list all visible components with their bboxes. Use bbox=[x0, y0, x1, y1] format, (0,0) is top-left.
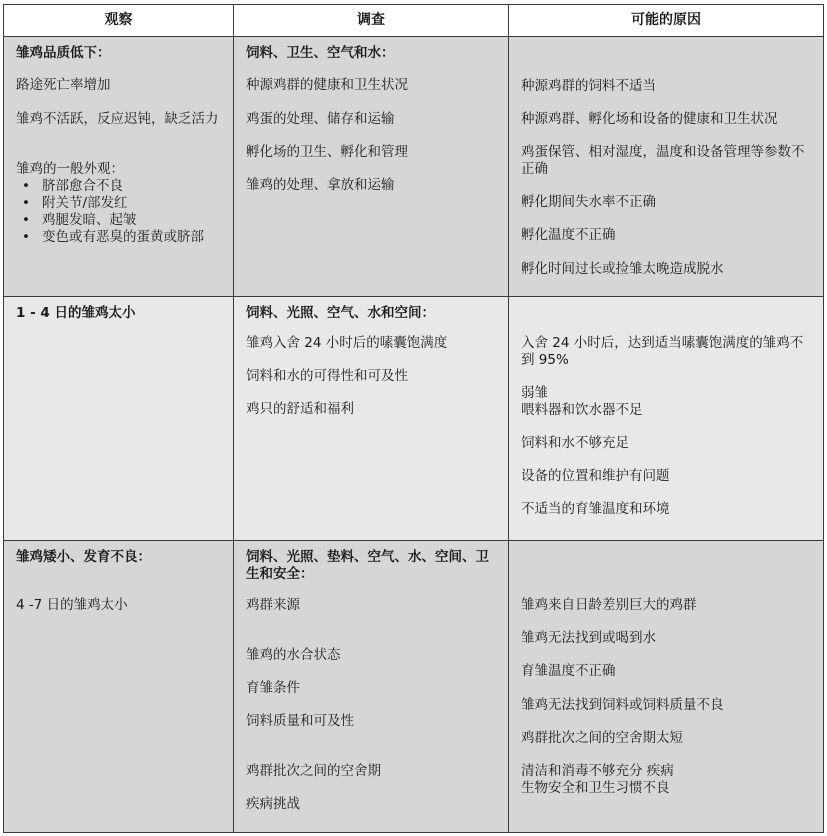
investigation-line: 鸡群来源 bbox=[246, 597, 300, 613]
cause-cell bbox=[509, 37, 824, 297]
observation-title: 雏鸡品质低下： bbox=[16, 45, 111, 61]
observation-cell bbox=[4, 37, 234, 297]
investigation-line: 疾病挑战 bbox=[246, 796, 300, 812]
cause-line: 孵化期间失水率不正确 bbox=[521, 194, 656, 210]
investigation-line: 孵化场的卫生、孵化和管理 bbox=[246, 144, 408, 160]
investigation-cell bbox=[234, 541, 509, 833]
cause-cell bbox=[509, 297, 824, 541]
list-item: • 附关节/部发红 bbox=[42, 195, 221, 212]
investigation-line: 雏鸡的处理、拿放和运输 bbox=[246, 177, 395, 193]
observation-bullets bbox=[16, 178, 221, 246]
observation-cell bbox=[4, 541, 234, 833]
cause-line: 弱雏 bbox=[521, 385, 548, 401]
investigation-line: 雏鸡的水合状态 bbox=[246, 647, 341, 663]
investigation-line: 种源鸡群的健康和卫生状况 bbox=[246, 77, 408, 93]
table-row bbox=[4, 541, 824, 833]
cause-line: 生物安全和卫生习惯不良 bbox=[521, 780, 670, 796]
observation-title: 雏鸡矮小、发育不良： bbox=[16, 549, 151, 565]
observation-line: 雏鸡不活跃，反应迟钝，缺乏活力 bbox=[16, 111, 219, 127]
cause-line: 育雏温度不正确 bbox=[521, 663, 616, 679]
table-row bbox=[4, 297, 824, 541]
investigation-line: 雏鸡入舍 24 小时后的嗉囊饱满度 bbox=[246, 335, 448, 351]
observation-title: 1 - 4 日的雏鸡太小 bbox=[16, 305, 136, 321]
cause-line: 入舍 24 小时后，达到适当嗉囊饱满度的雏鸡不到 95% bbox=[521, 335, 804, 368]
investigation-title: 饲料、光照、垫料、空气、水、空间、卫生和安全： bbox=[246, 549, 489, 582]
investigation-line: 鸡蛋的处理、储存和运输 bbox=[246, 111, 395, 127]
cause-cell bbox=[509, 541, 824, 833]
cause-line: 种源鸡群的饲料不适当 bbox=[521, 78, 656, 94]
cause-line: 雏鸡无法找到或喝到水 bbox=[521, 630, 656, 646]
investigation-line: 鸡群批次之间的空舍期 bbox=[246, 763, 381, 779]
header-observation: 观察 bbox=[4, 5, 234, 37]
investigation-line: 鸡只的舒适和福利 bbox=[246, 401, 354, 417]
cause-line: 设备的位置和维护有问题 bbox=[521, 468, 670, 484]
cause-line: 喂料器和饮水器不足 bbox=[521, 402, 643, 418]
investigation-line: 饲料质量和可及性 bbox=[246, 713, 354, 729]
investigation-cell bbox=[234, 37, 509, 297]
list-item: • 变色或有恶臭的蛋黄或脐部 bbox=[42, 229, 221, 246]
header-investigation: 调查 bbox=[234, 5, 509, 37]
cause-line: 鸡群批次之间的空舍期太短 bbox=[521, 730, 683, 746]
observation-line: 雏鸡的一般外观： bbox=[16, 161, 124, 177]
investigation-title: 饲料、卫生、空气和水： bbox=[246, 45, 395, 61]
investigation-cell bbox=[234, 297, 509, 541]
table-row bbox=[4, 37, 824, 297]
cause-line: 鸡蛋保管、相对湿度，温度和设备管理等参数不正确 bbox=[521, 144, 805, 177]
troubleshooting-table bbox=[3, 4, 824, 833]
observation-line: 4 -7 日的雏鸡太小 bbox=[16, 597, 128, 613]
cause-line: 饲料和水不够充足 bbox=[521, 435, 629, 451]
list-item: • 鸡腿发暗、起皱 bbox=[42, 212, 221, 229]
cause-line: 种源鸡群、孵化场和设备的健康和卫生状况 bbox=[521, 111, 778, 127]
cause-line: 雏鸡来自日龄差别巨大的鸡群 bbox=[521, 597, 697, 613]
cause-line: 孵化时间过长或捡雏太晚造成脱水 bbox=[521, 261, 724, 277]
investigation-title: 饲料、光照、空气、水和空间： bbox=[246, 305, 435, 321]
header-possible-causes: 可能的原因 bbox=[509, 5, 824, 37]
cause-line: 清洁和消毒不够充分 疾病 bbox=[521, 763, 674, 779]
header-row bbox=[4, 5, 824, 37]
investigation-line: 育雏条件 bbox=[246, 680, 300, 696]
observation-line: 路途死亡率增加 bbox=[16, 77, 111, 93]
cause-line: 雏鸡无法找到饲料或饲料质量不良 bbox=[521, 697, 724, 713]
investigation-line: 饲料和水的可得性和可及性 bbox=[246, 368, 408, 384]
cause-line: 不适当的育雏温度和环境 bbox=[521, 501, 670, 517]
list-item: • 脐部愈合不良 bbox=[42, 178, 221, 195]
cause-line: 孵化温度不正确 bbox=[521, 227, 616, 243]
observation-cell bbox=[4, 297, 234, 541]
